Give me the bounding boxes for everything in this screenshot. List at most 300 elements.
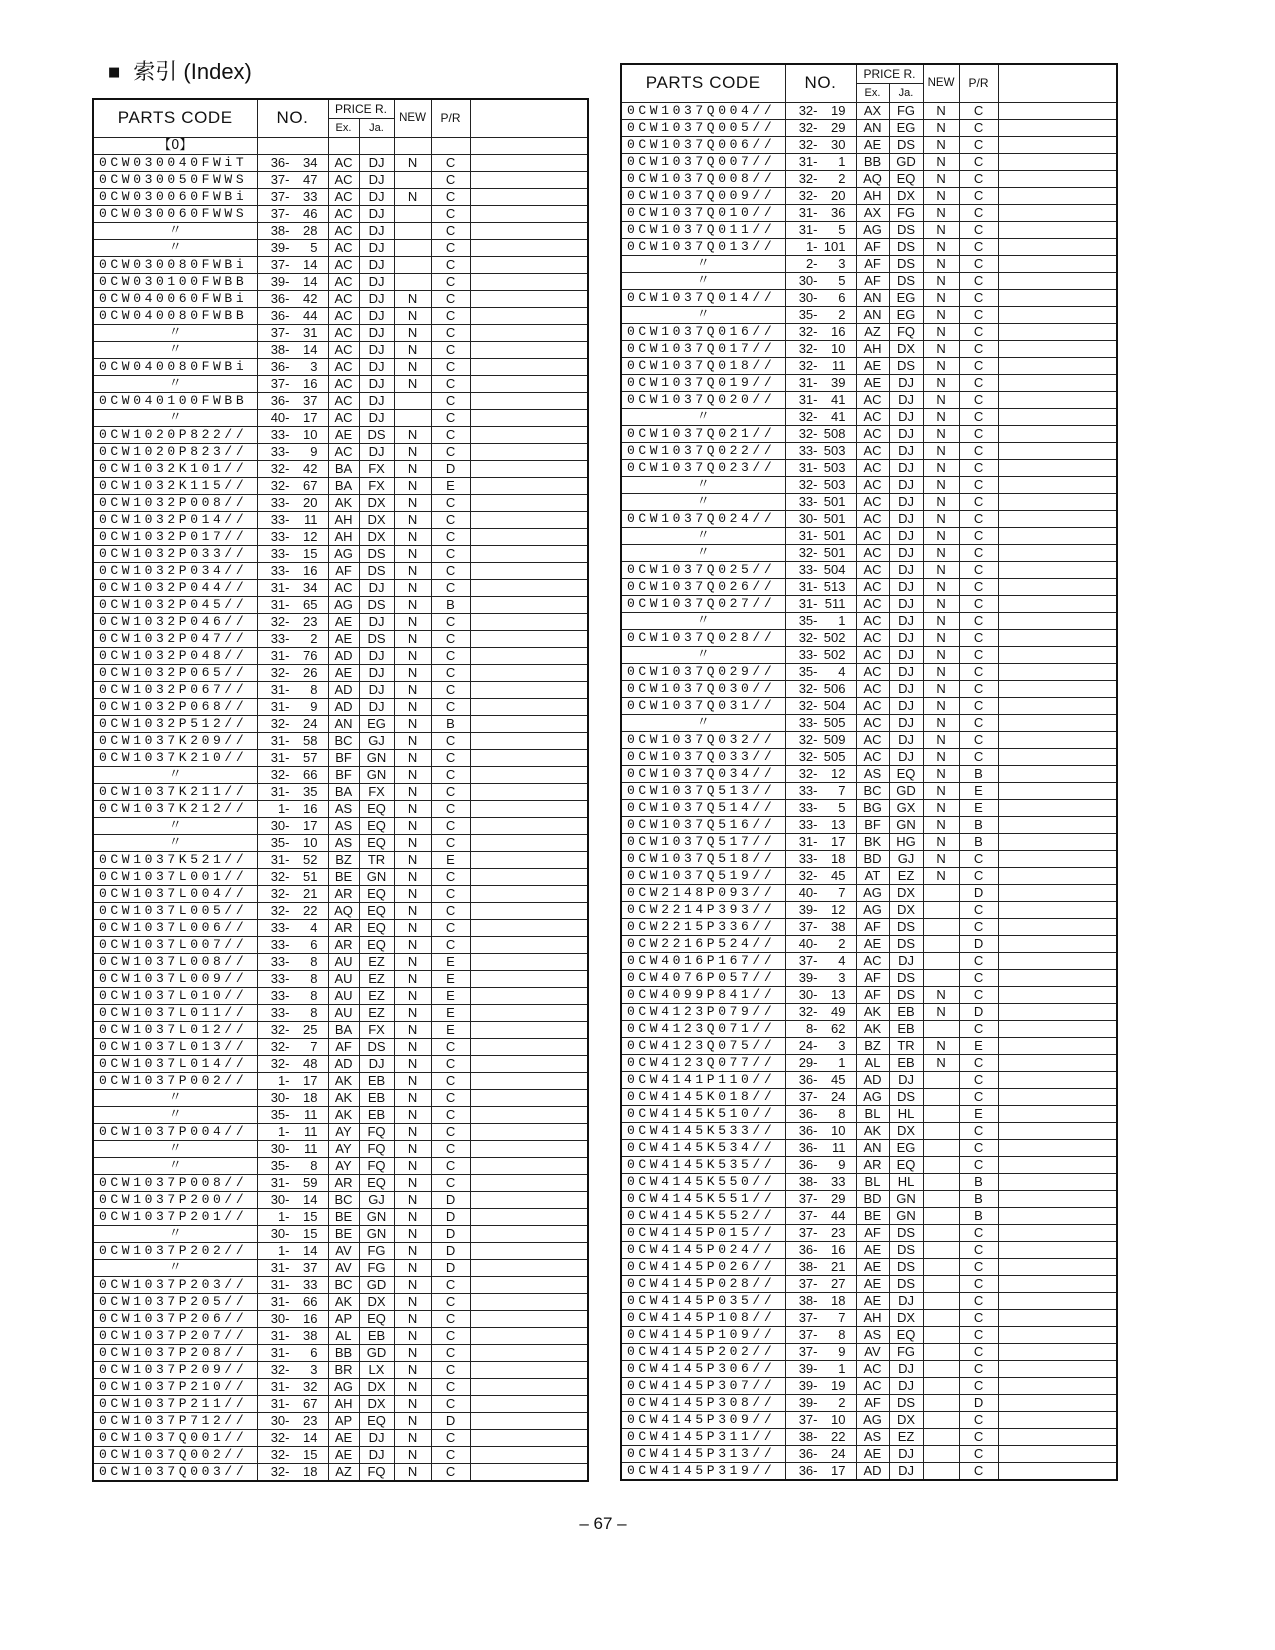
ref-no-cell: [257, 970, 328, 987]
price-ja-cell: DX: [889, 187, 923, 204]
ref-no-cell: [785, 1054, 856, 1071]
price-ja-cell: DJ: [889, 578, 923, 595]
price-ja-cell: EQ: [889, 765, 923, 782]
ditto-mark: 〃: [93, 1140, 257, 1157]
blank-cell: [470, 1429, 588, 1446]
new-flag-cell: N: [394, 1361, 431, 1378]
new-header: NEW: [923, 64, 959, 102]
price-ex-cell: AE: [856, 1241, 889, 1258]
parts-code-cell: 0CW1037Q005//: [621, 119, 785, 136]
blank-cell: [470, 545, 588, 562]
ref-page: 33-: [270, 919, 290, 935]
ref-page: 31-: [270, 1174, 290, 1190]
ref-item: 8: [306, 953, 318, 969]
ref-no-cell: [785, 1156, 856, 1173]
new-flag-cell: N: [923, 782, 959, 799]
ref-no-cell: [257, 1208, 328, 1225]
new-flag-cell: N: [923, 323, 959, 340]
ref-no-cell: [785, 578, 856, 595]
ref-no-cell: [257, 290, 328, 307]
ref-no-cell: [257, 579, 328, 596]
new-flag-cell: N: [394, 834, 431, 851]
ref-no-cell: [257, 1276, 328, 1293]
pr-rank-cell: C: [431, 1106, 470, 1123]
price-ja-cell: EG: [889, 289, 923, 306]
blank-cell: [470, 205, 588, 222]
ref-no-cell: [257, 885, 328, 902]
new-flag-cell: N: [394, 324, 431, 341]
price-ja-cell: DJ: [359, 307, 394, 324]
parts-row: [621, 952, 1117, 969]
ditto-mark: 〃: [93, 817, 257, 834]
price-ja-cell: DS: [889, 1275, 923, 1292]
parts-code-cell: 0CW1037Q022//: [621, 442, 785, 459]
new-flag-cell: N: [394, 154, 431, 171]
ref-no-cell: [257, 1157, 328, 1174]
parts-row: [93, 885, 588, 902]
price-ex-cell: AS: [328, 817, 359, 834]
new-flag-cell: N: [923, 986, 959, 1003]
new-flag-cell: N: [923, 1037, 959, 1054]
price-ex-cell: AH: [328, 511, 359, 528]
blank-cell: [470, 1208, 588, 1225]
blank-cell: [998, 969, 1117, 986]
parts-row: [93, 324, 588, 341]
price-ja-cell: DS: [889, 1224, 923, 1241]
ref-no-cell: [257, 1259, 328, 1276]
new-flag-cell: N: [394, 851, 431, 868]
ref-no-cell: [785, 187, 856, 204]
ref-item: 17: [827, 1462, 846, 1478]
ref-no-cell: [257, 324, 328, 341]
new-flag-cell: [923, 1275, 959, 1292]
ref-item: 513: [823, 578, 846, 594]
ref-page: 37-: [270, 188, 290, 204]
parts-code-cell: 0CW1037L011//: [93, 1004, 257, 1021]
ref-no-cell: [257, 630, 328, 647]
blank-cell: [470, 681, 588, 698]
ref-page: 33-: [798, 561, 818, 577]
new-flag-cell: N: [394, 885, 431, 902]
price-ja-cell: DJ: [359, 273, 394, 290]
parts-code-cell: 0CW1037L010//: [93, 987, 257, 1004]
parts-code-cell: 0CW1037L004//: [93, 885, 257, 902]
blank-cell: [470, 307, 588, 324]
parts-row: [621, 765, 1117, 782]
parts-code-cell: 0CW1037Q514//: [621, 799, 785, 816]
blank-cell: [998, 1428, 1117, 1445]
price-ja-cell: DJ: [359, 375, 394, 392]
ref-page: 31-: [270, 783, 290, 799]
price-ja-cell: DS: [889, 357, 923, 374]
blank-cell: [470, 1293, 588, 1310]
new-flag-cell: N: [394, 1038, 431, 1055]
price-ex-cell: AP: [328, 1310, 359, 1327]
parts-row: [621, 170, 1117, 187]
ref-page: 31-: [798, 221, 818, 237]
ref-page: 37-: [798, 1088, 818, 1104]
price-ja-cell: DJ: [359, 579, 394, 596]
pr-rank-cell: C: [431, 511, 470, 528]
price-ex-cell: AN: [328, 715, 359, 732]
price-ja-cell: DS: [889, 986, 923, 1003]
blank-cell: [470, 953, 588, 970]
price-ja-cell: EQ: [359, 885, 394, 902]
new-flag-cell: N: [923, 459, 959, 476]
pr-rank-cell: C: [431, 256, 470, 273]
parts-code-cell: 0CW1037Q011//: [621, 221, 785, 238]
pr-rank-cell: C: [959, 1139, 998, 1156]
parts-row: [621, 816, 1117, 833]
ref-item: 1: [834, 612, 846, 628]
price-ex-cell: BA: [328, 783, 359, 800]
parts-row: [93, 392, 588, 409]
pr-rank-cell: C: [431, 1293, 470, 1310]
parts-row: [93, 1123, 588, 1140]
new-flag-cell: [923, 1071, 959, 1088]
price-ja-cell: DJ: [359, 222, 394, 239]
ref-item: 37: [299, 1259, 318, 1275]
ref-page: 30-: [270, 1225, 290, 1241]
price-ex-cell: AH: [856, 1309, 889, 1326]
price-ex-cell: AR: [328, 885, 359, 902]
ref-no-cell: [257, 817, 328, 834]
blank-cell: [470, 834, 588, 851]
blank-cell: [998, 1139, 1117, 1156]
ref-no-cell: [785, 884, 856, 901]
parts-code-cell: 0CW1032P017//: [93, 528, 257, 545]
no-header: NO.: [785, 64, 856, 102]
price-ja-cell: EB: [889, 1020, 923, 1037]
parts-code-cell: 0CW1037Q025//: [621, 561, 785, 578]
price-ja-cell: DJ: [889, 1360, 923, 1377]
blank-cell: [470, 1191, 588, 1208]
ref-page: 31-: [270, 1293, 290, 1309]
price-ja-cell: EB: [359, 1072, 394, 1089]
blank-cell: [998, 1105, 1117, 1122]
ref-no-cell: [785, 1428, 856, 1445]
blank-cell: [470, 1361, 588, 1378]
pr-rank-cell: C: [959, 1241, 998, 1258]
new-flag-cell: [923, 1088, 959, 1105]
price-ex-cell: AC: [328, 307, 359, 324]
parts-row: [621, 357, 1117, 374]
parts-row: [93, 256, 588, 273]
parts-row: [93, 1208, 588, 1225]
price-ja-cell: EQ: [889, 170, 923, 187]
parts-code-cell: 0CW1037Q032//: [621, 731, 785, 748]
pr-rank-cell: C: [959, 986, 998, 1003]
pr-rank-cell: C: [431, 222, 470, 239]
pr-rank-cell: C: [959, 272, 998, 289]
parts-row: [93, 1344, 588, 1361]
ref-page: 38-: [798, 1173, 818, 1189]
parts-code-cell: 0CW4123Q075//: [621, 1037, 785, 1054]
ref-page: 32-: [798, 119, 818, 135]
parts-row: [93, 664, 588, 681]
pr-rank-cell: C: [959, 1411, 998, 1428]
ref-page: 1-: [277, 1072, 290, 1088]
blank-cell: [998, 340, 1117, 357]
price-ja-cell: DJ: [889, 391, 923, 408]
ref-item: 16: [299, 1310, 318, 1326]
parts-code-cell: 0CW1037P203//: [93, 1276, 257, 1293]
parts-code-cell: 0CW1037L001//: [93, 868, 257, 885]
ref-no-cell: [785, 1343, 856, 1360]
new-flag-cell: [923, 901, 959, 918]
new-flag-cell: N: [394, 1344, 431, 1361]
parts-code-cell: 0CW4145P108//: [621, 1309, 785, 1326]
ref-page: 31-: [798, 527, 818, 543]
ref-page: 36-: [270, 307, 290, 323]
ref-no-cell: [785, 221, 856, 238]
ref-item: 9: [306, 443, 318, 459]
ref-page: 39-: [798, 969, 818, 985]
ref-item: 505: [823, 748, 846, 764]
price-ex-cell: AC: [328, 239, 359, 256]
new-flag-cell: [394, 409, 431, 426]
new-flag-cell: N: [394, 1225, 431, 1242]
blank-cell: [470, 817, 588, 834]
blank-cell: [998, 748, 1117, 765]
ref-page: 32-: [798, 476, 818, 492]
parts-code-cell: 0CW1037P208//: [93, 1344, 257, 1361]
new-flag-cell: N: [394, 1089, 431, 1106]
price-ja-cell: EZ: [359, 970, 394, 987]
blank-cell: [998, 1037, 1117, 1054]
price-ja-cell: HL: [889, 1105, 923, 1122]
price-ex-cell: AE: [328, 613, 359, 630]
price-ja-cell: DJ: [889, 374, 923, 391]
price-ja-cell: DX: [889, 1411, 923, 1428]
blank-cell: [470, 1344, 588, 1361]
new-flag-cell: N: [394, 494, 431, 511]
parts-code-cell: 0CW4123P079//: [621, 1003, 785, 1020]
parts-row: [621, 1207, 1117, 1224]
ref-item: 3: [306, 1361, 318, 1377]
ref-page: 33-: [798, 782, 818, 798]
price-ja-cell: FG: [359, 1242, 394, 1259]
price-ja-cell: EB: [889, 1003, 923, 1020]
ref-item: 7: [306, 1038, 318, 1054]
blank-cell: [998, 1071, 1117, 1088]
price-ex-cell: AF: [856, 918, 889, 935]
ref-no-cell: [785, 1462, 856, 1480]
price-ex-cell: BL: [856, 1173, 889, 1190]
parts-code-cell: 0CW1037P201//: [93, 1208, 257, 1225]
ref-page: 33-: [798, 442, 818, 458]
ref-page: 33-: [270, 426, 290, 442]
price-ja-cell: EB: [359, 1089, 394, 1106]
ditto-mark: 〃: [621, 408, 785, 425]
ref-item: 6: [834, 289, 846, 305]
ref-page: 37-: [798, 1275, 818, 1291]
price-ex-cell: AF: [328, 562, 359, 579]
parts-row: [93, 953, 588, 970]
ref-no-cell: [257, 596, 328, 613]
ref-item: 504: [823, 561, 846, 577]
parts-row: [93, 987, 588, 1004]
pr-rank-cell: C: [431, 1157, 470, 1174]
ref-item: 38: [299, 1327, 318, 1343]
new-flag-cell: N: [394, 375, 431, 392]
ref-no-cell: [785, 527, 856, 544]
ref-no-cell: [257, 1140, 328, 1157]
parts-row: [621, 782, 1117, 799]
parts-row: [621, 731, 1117, 748]
ref-no-cell: [257, 1004, 328, 1021]
price-ex-cell: BK: [856, 833, 889, 850]
price-ex-cell: AN: [856, 119, 889, 136]
parts-row: [621, 1190, 1117, 1207]
price-ex-cell: AE: [856, 1445, 889, 1462]
ref-no-cell: [785, 306, 856, 323]
pr-rank-cell: C: [959, 697, 998, 714]
ref-page: 1-: [277, 1123, 290, 1139]
parts-row: [621, 374, 1117, 391]
parts-row: [93, 1395, 588, 1412]
price-ex-cell: AC: [856, 629, 889, 646]
pr-header: P/R: [959, 64, 998, 102]
price-ja-cell: FQ: [359, 1123, 394, 1140]
blank-cell: [998, 816, 1117, 833]
new-flag-cell: [923, 1190, 959, 1207]
price-ja-header: Ja.: [359, 118, 394, 137]
pr-rank-cell: D: [431, 1225, 470, 1242]
pr-rank-cell: C: [431, 664, 470, 681]
parts-row: [93, 698, 588, 715]
ref-no-cell: [785, 1241, 856, 1258]
pr-rank-cell: C: [959, 1054, 998, 1071]
ref-no-cell: [257, 1446, 328, 1463]
parts-code-cell: 0CW1037Q517//: [621, 833, 785, 850]
parts-code-cell: 0CW1037P205//: [93, 1293, 257, 1310]
ref-no-cell: [257, 545, 328, 562]
price-ja-cell: DJ: [889, 476, 923, 493]
ref-item: 11: [300, 511, 318, 527]
price-ex-cell: AC: [328, 154, 359, 171]
ref-no-cell: [785, 323, 856, 340]
blank-cell: [998, 153, 1117, 170]
price-ex-cell: BL: [856, 1105, 889, 1122]
ref-page: 32-: [798, 408, 818, 424]
ref-item: 31: [299, 324, 318, 340]
price-ja-cell: DJ: [359, 171, 394, 188]
parts-code-cell: 0CW2148P093//: [621, 884, 785, 901]
price-rank-header: PRICE R.: [856, 64, 923, 83]
price-ex-cell: AC: [328, 443, 359, 460]
ref-item: 503: [823, 476, 846, 492]
ref-item: 12: [299, 528, 318, 544]
parts-code-cell: 0CW1032P068//: [93, 698, 257, 715]
price-ja-cell: DX: [889, 884, 923, 901]
parts-row: [621, 1020, 1117, 1037]
parts-code-cell: 0CW4145P015//: [621, 1224, 785, 1241]
parts-row: [621, 969, 1117, 986]
ref-no-cell: [785, 1394, 856, 1411]
parts-row: [621, 272, 1117, 289]
price-ja-cell: DJ: [889, 697, 923, 714]
price-ja-cell: DJ: [359, 188, 394, 205]
ref-item: 49: [827, 1003, 846, 1019]
price-ja-cell: DJ: [359, 681, 394, 698]
pr-rank-cell: C: [959, 323, 998, 340]
parts-row: [93, 409, 588, 426]
price-ex-cell: AC: [328, 392, 359, 409]
new-flag-cell: N: [923, 391, 959, 408]
new-flag-cell: N: [394, 1276, 431, 1293]
parts-row: [93, 936, 588, 953]
price-ex-cell: AS: [856, 1326, 889, 1343]
ref-no-cell: [257, 477, 328, 494]
ref-no-cell: [257, 715, 328, 732]
price-ja-cell: GN: [359, 766, 394, 783]
ref-no-cell: [785, 204, 856, 221]
new-flag-cell: N: [394, 936, 431, 953]
pr-rank-cell: C: [431, 1446, 470, 1463]
price-ja-cell: DS: [889, 1258, 923, 1275]
blank-cell: [998, 238, 1117, 255]
price-ex-cell: AU: [328, 970, 359, 987]
ref-no-cell: [785, 357, 856, 374]
pr-rank-cell: C: [959, 289, 998, 306]
parts-row: [93, 681, 588, 698]
price-ja-cell: DJ: [889, 595, 923, 612]
price-ja-cell: FQ: [359, 1157, 394, 1174]
parts-row: [621, 646, 1117, 663]
price-ja-cell: EZ: [359, 1004, 394, 1021]
blank-cell: [998, 646, 1117, 663]
pr-rank-cell: C: [431, 375, 470, 392]
parts-code-cell: 0CW1037Q516//: [621, 816, 785, 833]
new-flag-cell: N: [923, 476, 959, 493]
price-ex-cell: AN: [856, 306, 889, 323]
ref-page: 38-: [798, 1292, 818, 1308]
price-ja-cell: FQ: [889, 323, 923, 340]
parts-row: [621, 578, 1117, 595]
blank-cell: [470, 137, 588, 154]
blank-cell: [470, 494, 588, 511]
parts-code-cell: 0CW1037L005//: [93, 902, 257, 919]
ref-page: 36-: [798, 1445, 818, 1461]
parts-code-cell: 0CW1037Q002//: [93, 1446, 257, 1463]
parts-code-cell: 0CW2215P336//: [621, 918, 785, 935]
parts-code-cell: 0CW2214P393//: [621, 901, 785, 918]
ditto-mark: 〃: [93, 324, 257, 341]
ref-page: 24-: [798, 1037, 818, 1053]
price-ja-cell: DJ: [359, 698, 394, 715]
parts-code-cell: 0CW1037K211//: [93, 783, 257, 800]
price-ja-cell: EQ: [359, 1174, 394, 1191]
blank-cell: [998, 1156, 1117, 1173]
new-flag-cell: [394, 256, 431, 273]
new-flag-cell: N: [923, 425, 959, 442]
pr-rank-cell: D: [431, 1412, 470, 1429]
ref-item: 503: [823, 459, 846, 475]
ref-page: 40-: [270, 409, 290, 425]
blank-cell: [998, 935, 1117, 952]
ref-page: 36-: [798, 1122, 818, 1138]
blank-cell: [998, 1275, 1117, 1292]
pr-rank-cell: B: [959, 765, 998, 782]
pr-rank-cell: C: [431, 1123, 470, 1140]
price-ex-cell: AY: [328, 1123, 359, 1140]
parts-code-cell: 0CW1037P206//: [93, 1310, 257, 1327]
parts-row: [621, 714, 1117, 731]
ditto-mark: 〃: [93, 1106, 257, 1123]
parts-code-cell: 0CW1037Q024//: [621, 510, 785, 527]
parts-code-cell: 0CW4076P057//: [621, 969, 785, 986]
